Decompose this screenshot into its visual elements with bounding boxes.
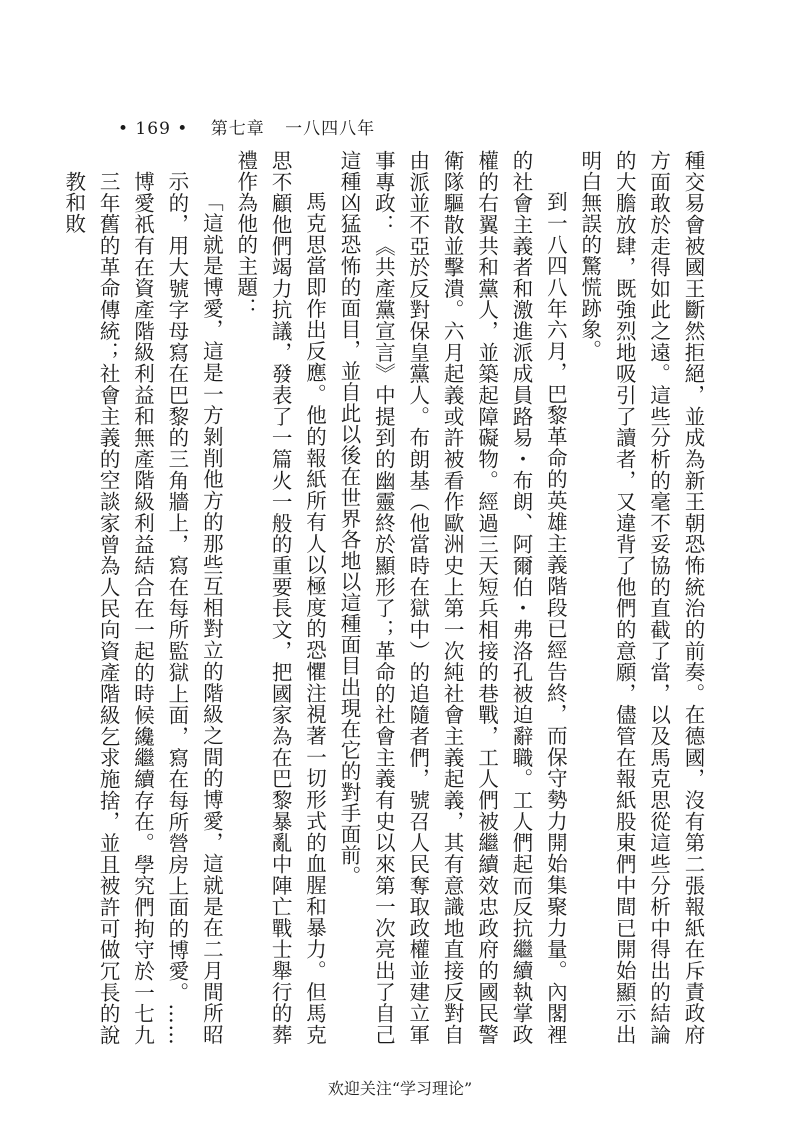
vertical-body-text (56, 150, 710, 1045)
chapter-title: 一八四八年 (285, 119, 376, 139)
page-number: • 169 • (118, 119, 189, 139)
paragraph-continued: 種交易會被國王斷然拒絕，並成為新王朝恐怖統治的前奏。在德國，沒有第二張報紙在斥責政府方面敢於走得如此之遠。這些分析的毫不妥協的直截了當，以及馬克思從這些分析中得出的結論的大膽放肆，既強烈地吸引了讀者，又違背了他們的意願，儘管在報紙股東們中間已開始顯示出明白無誤的驚慌跡象。 (577, 150, 705, 1045)
block-quote: 「這就是博愛，這是一方剝削他方的那些互相對立的階級之間的博愛，這就是在二月間所昭示的，用大號字母寫在巴黎的三角牆上，寫在每所監獄上面，寫在每所營房上面的博愛。……博愛祇有在資產階級利益和無產階級利益結合在一起的時候纔繼續存在。學究們拘守於一七九三年舊的革命傳統；社會主義的空談家曾為人民向資產階級乞求施捨，並且被許可做冗長的說教和敗 (61, 170, 224, 1045)
footer-watermark: 欢迎关注“学习理论” (327, 1079, 473, 1098)
paragraph: 馬克思當即作出反應。他的報紙所有人以極度的恐懼注視著一切形式的血腥和暴力。但馬克思不顧他們竭力抗議，發表了一篇火一般的重要長文，把國家為在巴黎暴亂中陣亡戰士舉行的葬禮作為他的主題： (233, 150, 327, 1045)
running-header (118, 114, 375, 139)
paragraph: 到一八四八年六月，巴黎革命的英雄主義階段已經告終，而保守勢力開始集聚力量。內閣裡的社會主義者和激進派成員路易・布朗、阿爾伯・弗洛孔被迫辭職。工人們起而反抗繼續執掌政權的右翼共和黨人，並築起障礙物。經過三天短兵相接的巷戰，工人們被繼續效忠政府的國民警衛隊驅散並擊潰。六月起義或許被看作歐洲史上第一次純社會主義起義，其有意識地直接反對自由派並不亞於反對保皇黨人。布朗基（他當時在獄中）的追隨者們，號召人民奪取政權並建立軍事專政：《共產黨宣言》中提到的幽靈終於顯形了；革命的社會主義有史以來第一次亮出了自己這種凶猛恐怖的面目，並自此以後在世界各地以這種面目出現在它的對手面前。 (336, 150, 568, 1045)
chapter-label: 第七章 (210, 119, 265, 139)
